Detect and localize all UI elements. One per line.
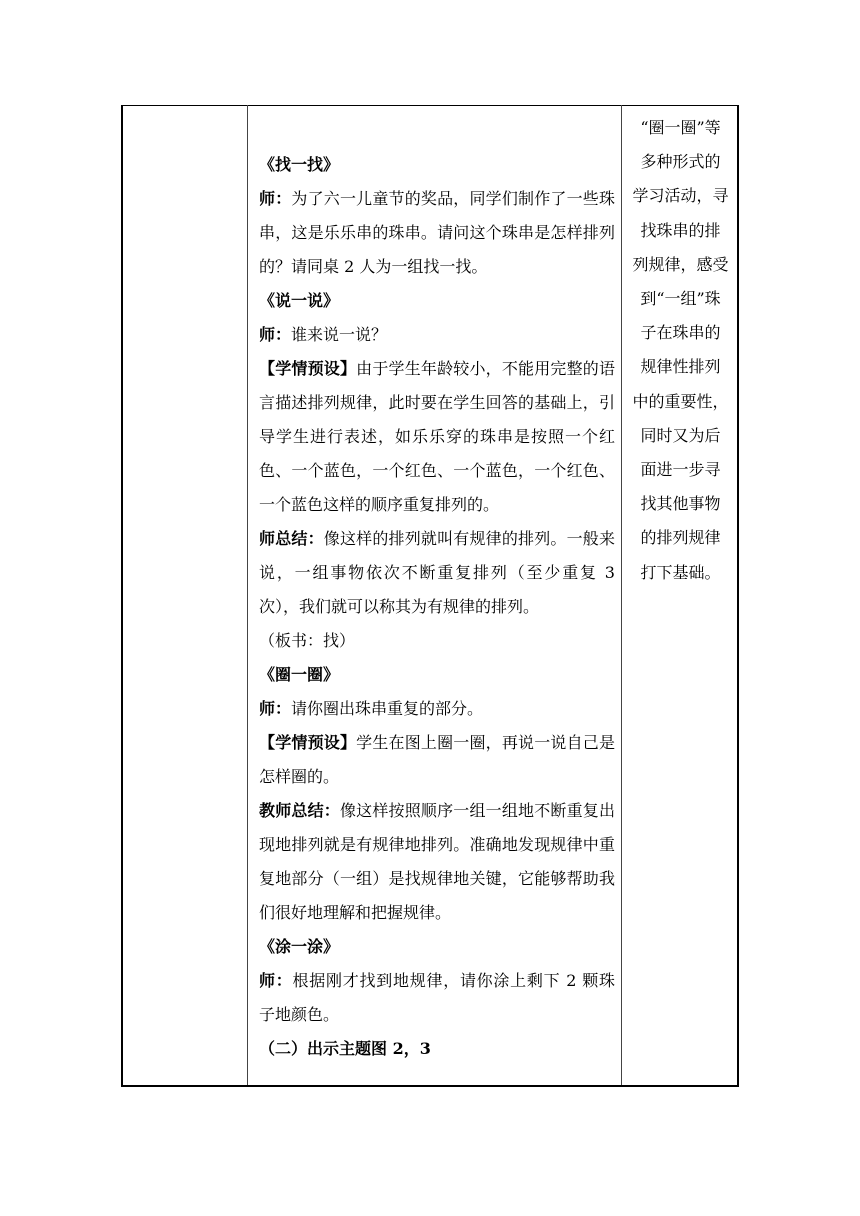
student-prediction-1	[259, 352, 615, 522]
note-line: 面进一步寻	[640, 460, 721, 480]
tu-heading: 《涂一涂》	[259, 937, 340, 956]
lesson-plan-table	[121, 105, 739, 1087]
note-line: 子在珠串的	[640, 323, 721, 343]
paragraph-text: 根据刚才找到地规律，请你涂上剩下 2 颗珠子地颜色。	[259, 971, 615, 1024]
design-intent-cell	[622, 106, 739, 1087]
note-line: 多种形式的	[640, 152, 721, 172]
speaker-label: 师：	[259, 971, 293, 990]
speaker-label: 师：	[259, 189, 292, 208]
student-prediction-2	[259, 726, 615, 794]
teaching-process-cell	[248, 106, 622, 1087]
speaker-label: 师：	[259, 325, 292, 344]
note-line: 找其他事物	[640, 494, 721, 514]
paragraph-text: 学生在图上圈一圈，再说一说自己是怎样圈的。	[259, 733, 615, 786]
section-heading: （二）出示主题图 2，3	[259, 1039, 431, 1058]
note-line: 打下基础。	[640, 562, 721, 582]
note-line: 中的重要性，	[632, 391, 729, 411]
stage-column-cell	[122, 106, 248, 1087]
quan-heading: 《圈一圈》	[259, 665, 340, 684]
speaker-label: 师：	[259, 699, 292, 718]
note-line: 学习活动，寻	[632, 186, 729, 206]
paragraph-text: 像这样的排列就叫有规律的排列。一般来说，一组事物依次不断重复排列（至少重复 3 次），我们就可以称其为有规律的排列。	[259, 529, 615, 616]
board-note: （板书：找）	[259, 631, 356, 650]
paragraph-text: 谁来说一说？	[291, 325, 388, 344]
summary-label: 教师总结：	[259, 801, 340, 820]
note-line: 列规律，感受	[632, 254, 729, 274]
paragraph-text: 由于学生年龄较小，不能用完整的语言描述排列规律，此时要在学生回答的基础上，引导学生进行表述，如乐乐穿的珠串是按照一个红色、一个蓝色，一个红色、一个蓝色，一个红色、一个蓝色这样的顺序重复排列的。	[259, 359, 615, 514]
note-line: 同时又为后	[640, 425, 721, 445]
teacher-paragraph-3	[259, 692, 615, 726]
prediction-label: 【学情预设】	[259, 733, 357, 752]
paragraph-text: 请你圈出珠串重复的部分。	[291, 699, 484, 718]
teacher-paragraph-1	[259, 182, 615, 284]
prediction-label: 【学情预设】	[259, 359, 357, 378]
summary-label: 师总结：	[259, 529, 324, 548]
note-line: 找珠串的排	[640, 220, 721, 240]
note-line: 规律性排列	[640, 357, 721, 377]
zhao-heading: 《找一找》	[259, 155, 340, 174]
paragraph-text: 为了六一儿童节的奖品，同学们制作了一些珠串，这是乐乐串的珠串。请问这个珠串是怎样排列的？请同桌 2 人为一组找一找。	[259, 189, 615, 276]
note-line: 到“一组”珠	[640, 289, 721, 309]
note-line: “圈一圈”等	[640, 118, 721, 137]
note-line: 的排列规律	[640, 528, 721, 548]
teacher-summary-1	[259, 522, 615, 624]
table-row	[122, 106, 738, 1087]
teacher-summary-2	[259, 794, 615, 930]
teacher-paragraph-4	[259, 964, 615, 1032]
paragraph-text: 像这样按照顺序一组一组地不断重复出现地排列就是有规律地排列。准确地发现规律中重复地部分（一组）是找规律地关键，它能够帮助我们很好地理解和把握规律。	[259, 801, 615, 922]
shuo-heading: 《说一说》	[259, 291, 340, 310]
teacher-paragraph-2	[259, 318, 615, 352]
